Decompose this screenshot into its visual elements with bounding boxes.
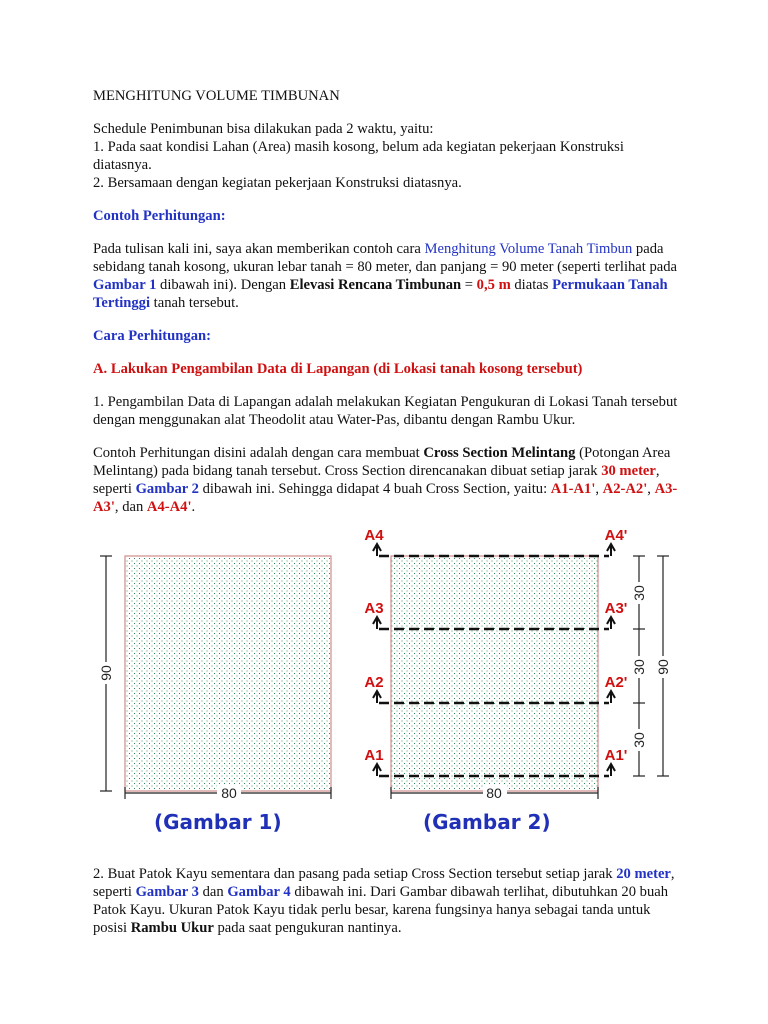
cross-section-paragraph: Contoh Perhitungan disini adalah dengan cara membuat Cross Section Melintang (Potongan Area Melintang) pada bidang tanah tersebut. Cross Section direncanakan dibuat setiap jarak 30 meter, seperti Gambar 2 dibawah ini. Sehingga didapat 4 buah Cross Section, yaitu: A1-A1', A2-A2', A3-A3', dan A4-A4'. xyxy=(93,445,678,515)
fig1-height-label: 90 xyxy=(98,665,114,681)
section-a4: A4-A4' xyxy=(146,499,192,515)
paragraph-step-1: 1. Pengambilan Data di Lapangan adalah melakukan Kegiatan Pengukuran di Lokasi Tanah tersebut dengan menggunakan alat Theodolit atau Water-Pas, dibantu dengan Rambu Ukur. xyxy=(93,394,678,428)
fig2-height-label: 90 xyxy=(655,659,671,675)
fig1-width-label: 80 xyxy=(221,785,237,801)
caption-gambar-2: (Gambar 2) xyxy=(423,810,551,834)
schedule-intro: Schedule Penimbunan bisa dilakukan pada 2 waktu, yaitu: xyxy=(93,121,434,137)
figure-gambar-1-2 xyxy=(93,522,683,844)
section-arrows-right xyxy=(607,544,615,776)
ref-gambar-2: Gambar 2 xyxy=(135,481,199,497)
label-a1: A1 xyxy=(364,747,384,764)
land-plot-gambar-1 xyxy=(125,556,331,791)
fig2-dim-30-top: 30 xyxy=(631,585,647,601)
fig2-dim-30-bot: 30 xyxy=(631,732,647,748)
label-a3: A3 xyxy=(364,600,384,617)
label-a4: A4 xyxy=(364,527,384,544)
ref-gambar-3: Gambar 3 xyxy=(135,884,199,900)
caption-gambar-1: (Gambar 1) xyxy=(154,810,282,834)
permukaan-label: Permukaan Tanah Tertinggi xyxy=(93,277,668,311)
jarak-30-meter: 30 meter xyxy=(601,463,656,479)
document-body xyxy=(93,87,683,516)
ref-gambar-1: Gambar 1 xyxy=(93,277,157,293)
section-a3: A3-A3' xyxy=(93,481,678,515)
label-a2-prime: A2' xyxy=(604,674,628,691)
label-a1-prime: A1' xyxy=(604,747,628,764)
label-a3-prime: A3' xyxy=(604,600,628,617)
section-arrows-left xyxy=(373,544,381,776)
label-a2: A2 xyxy=(364,674,384,691)
schedule-item-1: 1. Pada saat kondisi Lahan (Area) masih kosong, belum ada kegiatan pekerjaan Konstruksi diatasnya. xyxy=(93,139,624,173)
elevasi-value: 0,5 m xyxy=(476,277,511,293)
land-plot-gambar-2 xyxy=(391,556,598,791)
intro-paragraph: Pada tulisan kali ini, saya akan memberikan contoh cara Menghitung Volume Tanah Timbun pada sebidang tanah kosong, ukuran lebar tanah = 80 meter, dan panjang = 90 meter (seperti terlihat pada Gambar 1 dibawah ini). Dengan Elevasi Rencana Timbunan = 0,5 m diatas Permukaan Tanah Tertinggi tanah tersebut. xyxy=(93,241,678,311)
section-a2: A2-A2' xyxy=(602,481,648,497)
jarak-20-meter: 20 meter xyxy=(616,866,671,882)
link-menghitung-volume[interactable]: Menghitung Volume Tanah Timbun xyxy=(424,241,633,257)
section-a-heading: A. Lakukan Pengambilan Data di Lapangan (di Lokasi tanah kosong tersebut) xyxy=(93,361,583,377)
figure-drawing xyxy=(93,522,683,844)
page-title: MENGHITUNG VOLUME TIMBUNAN xyxy=(93,88,340,104)
label-a4-prime: A4' xyxy=(604,527,628,544)
fig2-width-label: 80 xyxy=(486,785,502,801)
cara-heading: Cara Perhitungan: xyxy=(93,328,211,344)
fig2-dim-30-mid: 30 xyxy=(631,659,647,675)
patok-paragraph: 2. Buat Patok Kayu sementara dan pasang pada setiap Cross Section tersebut setiap jarak 20 meter, seperti Gambar 3 dan Gambar 4 dibawah ini. Dari Gambar dibawah terlihat, dibutuhkan 20 buah Patok Kayu. Ukuran Patok Kayu tidak perlu besar, karena fungsinya hanya sebagai tanda untuk posisi Rambu Ukur pada saat pengukuran nantinya. xyxy=(93,866,675,936)
contoh-heading: Contoh Perhitungan: xyxy=(93,208,226,224)
schedule-item-2: 2. Bersamaan dengan kegiatan pekerjaan Konstruksi diatasnya. xyxy=(93,175,462,191)
elevasi-label: Elevasi Rencana Timbunan xyxy=(289,277,462,293)
cross-section-term: Cross Section Melintang xyxy=(423,445,576,461)
ref-gambar-4: Gambar 4 xyxy=(227,884,291,900)
rambu-ukur-term: Rambu Ukur xyxy=(130,920,214,936)
section-a1: A1-A1' xyxy=(550,481,596,497)
